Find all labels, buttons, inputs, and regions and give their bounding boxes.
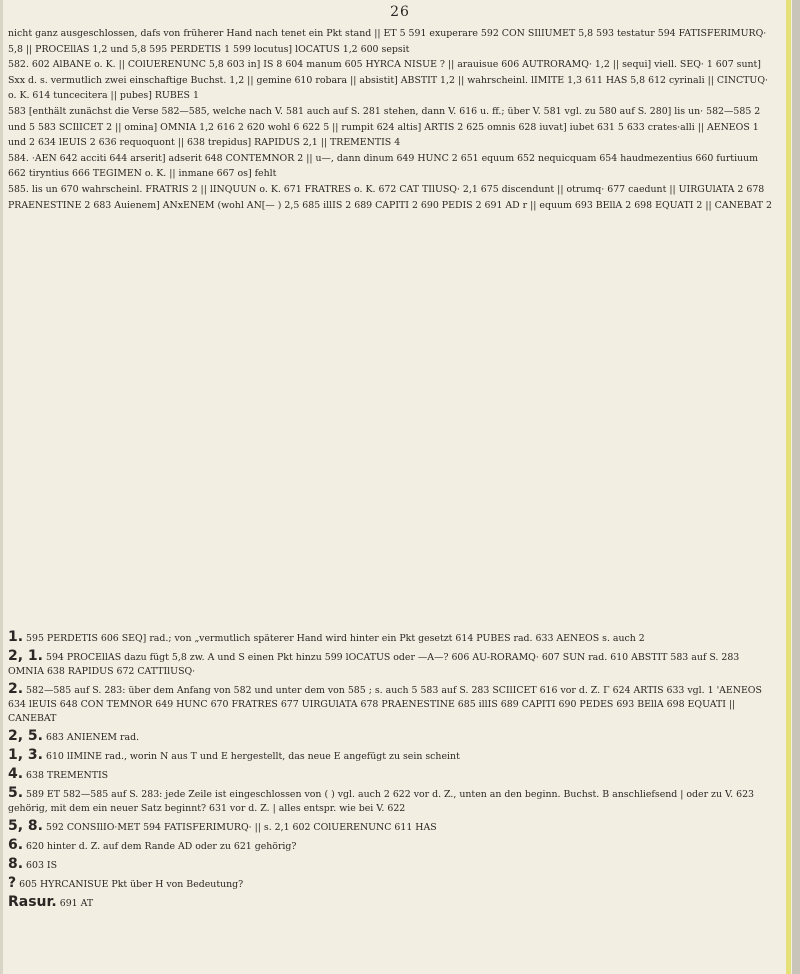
- note-number: 6.: [8, 837, 24, 853]
- note-item: [8, 895, 778, 911]
- note-item: [8, 786, 778, 816]
- note-text: 592 CONSIlIO·MET 594 FATISFERIMURQ· || s. 2,1 602 COlUERENUNC 611 HAS: [45, 822, 437, 833]
- note-number: 2, 5.: [8, 728, 43, 744]
- note-item: [8, 630, 778, 646]
- note-text: 582—585 auf S. 283: über dem Anfang von 582 und unter dem von 585 ; s. auch 5 583 auf S. 283 SCIlICET 616 vor d. Z. Γ 624 ARTIS 633 vgl. 1 'AENEOS 634 lEUIS 648 CON TEMNOR 649 HUNC 670 FRATRES 677 UIRGUlATA 678 PRAENESTINE 685 illIS 689 CAPITI 690 PEDES 693 BEllA 698 EQUATI || CANEBAT: [8, 685, 762, 724]
- note-text: 605 HYRCANISUE Pkt über H von Bedeutung?: [19, 879, 244, 890]
- note-number: 5, 8.: [8, 818, 43, 834]
- note-text: 589 ET 582—585 auf S. 283: jede Zeile ist eingeschlossen von ( ) vgl. auch 2 622 vor d. Z., unten an den beginn. Buchst. B anschliefsend | oder zu V. 623 gehörig, mit dem ein neuer Satz beginnt? 631 vor d. Z. | alles entspr. wie bei V. 622: [8, 789, 754, 814]
- note-item: [8, 819, 778, 835]
- note-item: [8, 876, 778, 892]
- apparatus-paragraph: 583 [enthält zunächst die Verse 582—585, welche nach V. 581 auch auf S. 281 stehen, dann V. 616 u. ff.; über V. 581 vgl. zu 580 auf S. 280] lis un· 582—585 2 und 5 583 SCIlICET 2 || omina] OMNIA 1,2 616 2 620 wohl 6 622 5 || rumpit 624 altis] ARTIS 2 625 omnis 628 iuvat] iubet 631 5 633 crates·alli || AENEOS 1 und 2 634 lEUIS 2 636 requoquont || 638 trepidus] RAPIDUS 2,1 || TREMENTIS 4: [8, 105, 761, 149]
- margin-edge-strip: [792, 0, 800, 974]
- page-edge: [0, 0, 3, 974]
- note-number: ?: [8, 875, 17, 891]
- note-text: 620 hinter d. Z. auf dem Rande AD oder zu 621 gehörig?: [26, 841, 297, 852]
- note-number: 2, 1.: [8, 648, 43, 664]
- note-number: Rasur.: [8, 894, 57, 910]
- apparatus-paragraph: 585. lis un 670 wahrscheinl. FRATRIS 2 || lINQUUN o. K. 671 FRATRES o. K. 672 CAT TIlUSQ· 2,1 675 discendunt || otrumq· 677 caedunt || UIRGUlATA 2 678 PRAENESTINE 2 683 Auienem] ANxENEM (wohl AN[— ) 2,5 685 illIS 2 689 CAPITI 2 690 PEDIS 2 691 AD r || equum 693 BEllA 2 698 EQUATI 2 || CANEBAT 2: [8, 183, 773, 211]
- note-item: [8, 649, 778, 679]
- note-number: 5.: [8, 785, 24, 801]
- note-item: [8, 682, 778, 726]
- note-text: 691 AT: [59, 898, 94, 909]
- note-number: 8.: [8, 856, 24, 872]
- note-number: 2.: [8, 681, 24, 697]
- note-item: [8, 729, 778, 745]
- apparatus-paragraph: 584. ·AEN 642 acciti 644 arserit] adserit 648 CONTEMNOR 2 || u—, dann dinum 649 HUNC 2 651 equum 652 nequicquam 654 haudmezentius 660 furtiuum 662 tiryntius 666 TEGIMEN o. K. || inmane 667 os] fehlt: [8, 152, 759, 180]
- note-text: 610 lIMINE rad., worin N aus T und E hergestellt, das neue E angefügt zu sein scheint: [45, 751, 460, 762]
- note-text: 638 TREMENTIS: [26, 770, 109, 781]
- hand-notes: [8, 630, 778, 914]
- page-number: 26: [390, 4, 410, 20]
- apparatus-paragraph: 582. 602 AlBANE o. K. || COlUERENUNC 5,8 603 in] IS 8 604 manum 605 HYRCA NISUE ? || arauisue 606 AUTRORAMQ· 1,2 || sequi] viell. SEQ· 1 607 sunt] Sxx d. s. vermutlich zwei einschaftige Buchst. 1,2 || gemine 610 robara || absistit] ABSTIT 1,2 || wahrscheinl. lIMITE 1,3 611 HAS 5,8 612 cyrinali || CINCTUQ· o. K. 614 tuncecitera || pubes] RUBES 1: [8, 59, 768, 102]
- note-text: 594 PROCEllAS dazu fügt 5,8 zw. A und S einen Pkt hinzu 599 lOCATUS oder —A—? 606 AU-RORAMQ· 607 SUN rad. 610 ABSTIT 583 auf S. 283 OMNIA 638 RAPIDUS 672 CATTIlUSQ·: [8, 652, 740, 677]
- note-number: 1.: [8, 629, 24, 645]
- note-text: 595 PERDETIS 606 SEQ] rad.; von „vermutlich späterer Hand wird hinter ein Pkt gesetzt 614 PUBES rad. 633 AENEOS s. auch 2: [26, 633, 645, 644]
- note-item: [8, 767, 778, 783]
- apparatus-paragraph: nicht ganz ausgeschlossen, dafs von früherer Hand nach tenet ein Pkt stand || ET 5 591 exuperare 592 CON SIlIUMET 5,8 593 testatur 594 FATISFERIMURQ· 5,8 || PROCEllAS 1,2 und 5,8 595 PERDETIS 1 599 locutus] lOCATUS 1,2 600 sepsit: [8, 28, 767, 55]
- apparatus-body: [8, 26, 778, 213]
- note-number: 4.: [8, 766, 24, 782]
- note-text: 683 ANIENEM rad.: [45, 732, 140, 743]
- note-number: 1, 3.: [8, 747, 43, 763]
- note-text: 603 IS: [26, 860, 58, 871]
- note-item: [8, 748, 778, 764]
- note-item: [8, 857, 778, 873]
- note-item: [8, 838, 778, 854]
- margin-color-strip: [786, 0, 791, 974]
